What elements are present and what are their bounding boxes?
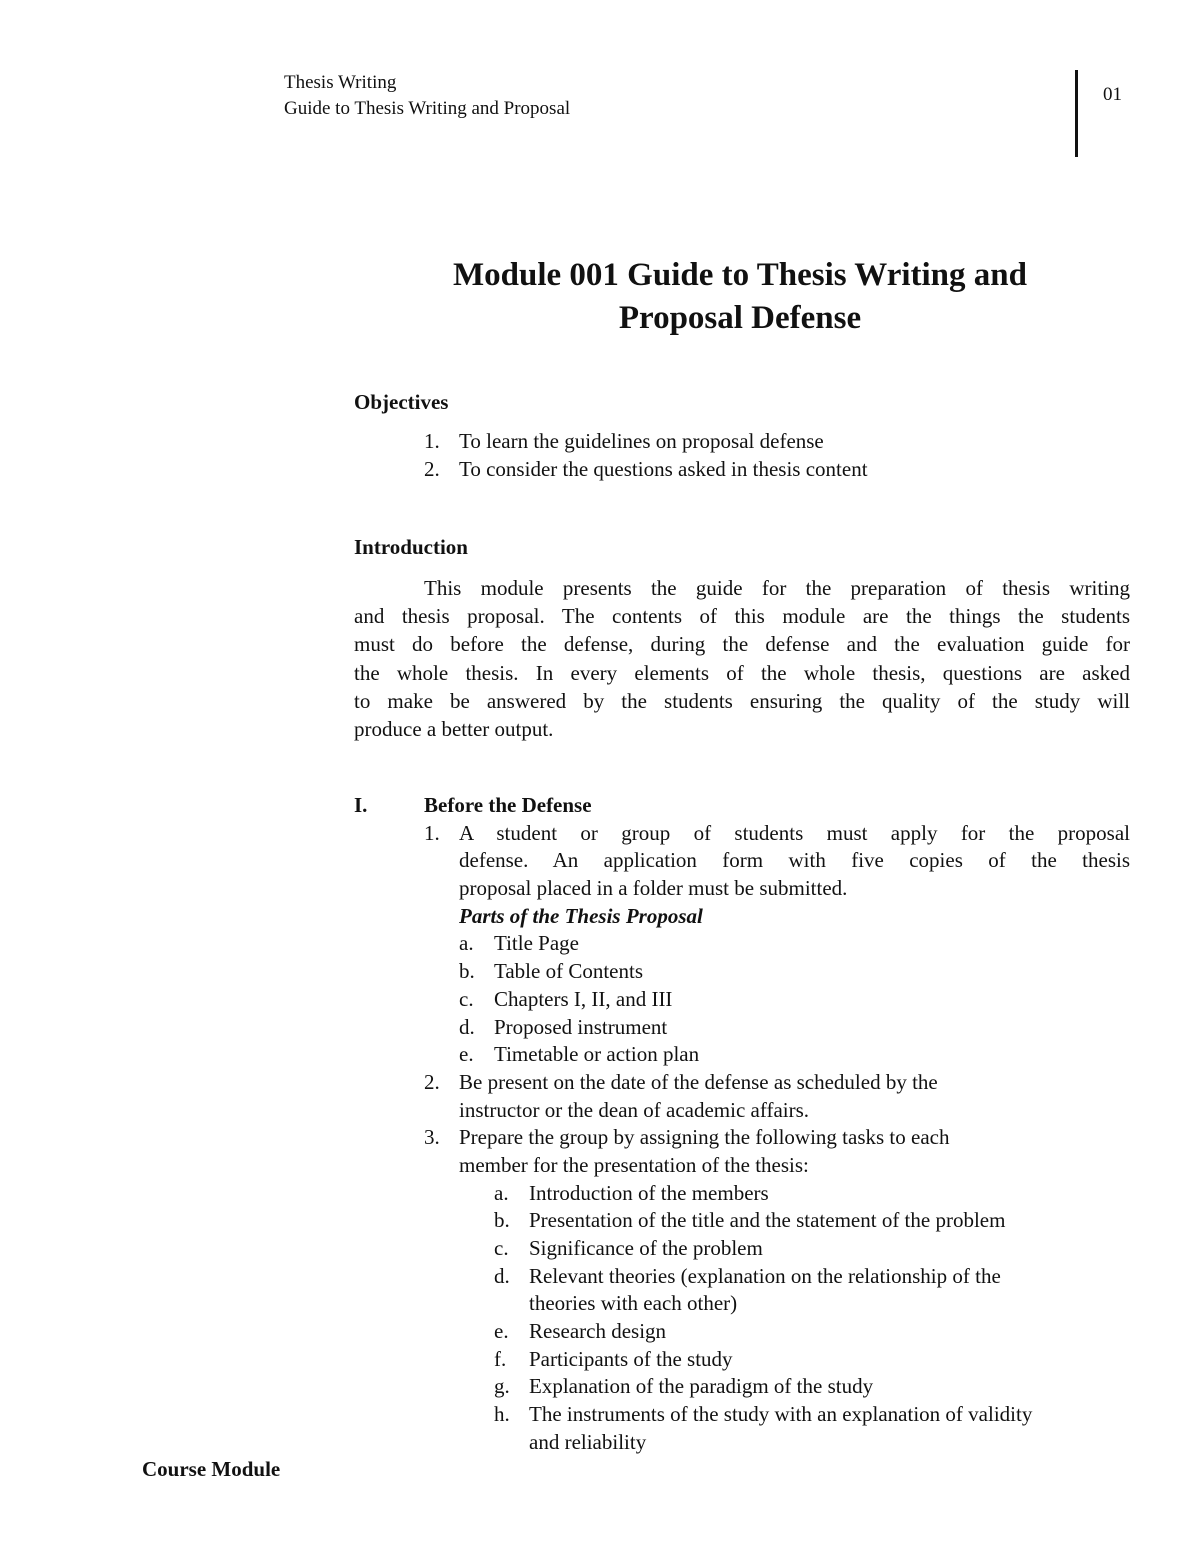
title-line: Module 001 Guide to Thesis Writing and (453, 257, 1027, 293)
header-course: Thesis Writing (284, 72, 397, 93)
parts-list (459, 930, 1130, 1068)
item-text: Table of Contents (494, 959, 643, 984)
item-text: The instruments of the study with an explanation of validity (529, 1402, 1033, 1427)
header-divider (1075, 70, 1078, 157)
item-text: defense. An application form with five copies of the thesis (459, 848, 1130, 873)
item-line (424, 820, 1130, 848)
list-item (494, 1263, 1130, 1291)
page-title (300, 254, 1180, 340)
list-item (494, 1207, 1130, 1235)
item-text: Be present on the date of the defense as scheduled by the (459, 1069, 938, 1094)
paragraph-line: produce a better output. (354, 716, 554, 741)
list-item (459, 1041, 1130, 1069)
list-item (494, 1318, 1130, 1346)
item-letter: b. (494, 1208, 510, 1233)
item-1 (424, 820, 1130, 1069)
item-text: Timetable or action plan (494, 1042, 700, 1067)
running-header (284, 70, 570, 122)
list-item (494, 1180, 1130, 1208)
item-text: Research design (529, 1319, 667, 1344)
item-letter: g. (494, 1374, 510, 1399)
objectives-list (424, 428, 1130, 483)
page-number: 01 (1103, 84, 1122, 105)
item-text: To consider the questions asked in thesis content (459, 456, 868, 481)
item-number: 1. (424, 429, 440, 453)
tasks-list (494, 1180, 1130, 1457)
item-number: 3. (424, 1125, 440, 1150)
item-number: 2. (424, 456, 440, 481)
item-letter: c. (459, 986, 474, 1011)
item-text: Chapters I, II, and III (494, 986, 673, 1011)
paragraph-line: to make be answered by the students ensuring the quality of the study will (354, 688, 1130, 713)
item-letter: b. (459, 959, 475, 984)
item-text: Prepare the group by assigning the following tasks to each (459, 1125, 950, 1150)
list-item (459, 930, 1130, 958)
section-before-defense (354, 792, 1130, 1457)
header-subtitle: Guide to Thesis Writing and Proposal (284, 98, 571, 119)
list-item (459, 958, 1130, 986)
list-item (494, 1346, 1130, 1374)
parts-heading: Parts of the Thesis Proposal (459, 903, 703, 928)
item-text-continued: and reliability (529, 1429, 647, 1454)
item-text: Presentation of the title and the statement of the problem (529, 1208, 1006, 1233)
item-text: Proposed instrument (494, 1014, 668, 1039)
item-text: Introduction of the members (529, 1180, 769, 1205)
paragraph-line: This module presents the guide for the preparation of thesis writing (424, 576, 1130, 600)
item-text: Participants of the study (529, 1346, 733, 1371)
item-line (424, 1124, 1130, 1152)
item-number: 1. (424, 820, 440, 845)
item-letter: h. (494, 1402, 510, 1427)
item-letter: e. (494, 1319, 509, 1344)
paragraph-line: and thesis proposal. The contents of this module are the things the students (354, 604, 1130, 629)
introduction-heading: Introduction (354, 535, 468, 559)
item-text: member for the presentation of the thesis: (459, 1152, 809, 1177)
item-2 (424, 1069, 1130, 1124)
item-text: To learn the guidelines on proposal defense (459, 429, 824, 453)
item-letter: a. (459, 931, 474, 956)
introduction-paragraph (354, 574, 1130, 743)
item-letter: e. (459, 1042, 474, 1067)
list-item (459, 1014, 1130, 1042)
item-text: proposal placed in a folder must be submitted. (459, 876, 848, 901)
item-letter: d. (494, 1263, 510, 1288)
item-number: 2. (424, 1069, 440, 1094)
section-numeral: I. (354, 793, 368, 817)
footer-label: Course Module (142, 1457, 281, 1481)
item-text-continued: theories with each other) (529, 1291, 738, 1316)
list-item (494, 1235, 1130, 1263)
list-item (459, 986, 1130, 1014)
item-letter: c. (494, 1236, 509, 1260)
item-text: Significance of the problem (529, 1236, 763, 1260)
list-item (424, 456, 1130, 484)
paragraph-line: the whole thesis. In every elements of the whole thesis, questions are asked (354, 660, 1130, 685)
item-text: Title Page (494, 931, 579, 956)
item-text: A student or group of students must apply for the proposal (459, 820, 1130, 845)
title-line: Proposal Defense (618, 300, 862, 336)
list-item (494, 1401, 1130, 1429)
paragraph-line: must do before the defense, during the defense and the evaluation guide for (354, 632, 1130, 657)
item-text: instructor or the dean of academic affairs. (459, 1097, 810, 1122)
item-letter: a. (494, 1180, 509, 1205)
item-3 (424, 1124, 1130, 1456)
section-heading (354, 792, 1130, 820)
item-letter: f. (494, 1346, 507, 1371)
list-item (494, 1373, 1130, 1401)
item-letter: d. (459, 1014, 475, 1039)
list-item (424, 428, 1130, 456)
item-text: Relevant theories (explanation on the relationship of the (529, 1263, 1001, 1288)
item-line (424, 1069, 1130, 1097)
section-title: Before the Defense (424, 793, 592, 817)
objectives-heading: Objectives (354, 390, 449, 414)
item-text: Explanation of the paradigm of the study (529, 1374, 874, 1399)
